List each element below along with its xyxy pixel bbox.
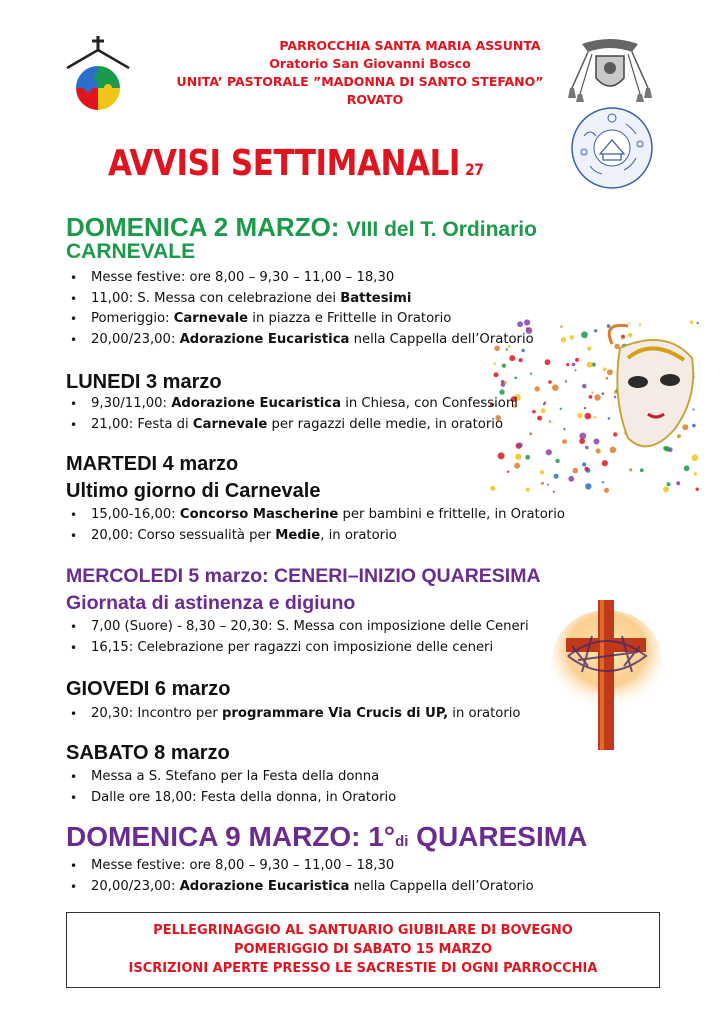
sunday-9-heading-end: QUARESIMA: [408, 821, 588, 852]
pilgrimage-notice-box: [66, 912, 660, 988]
notice-line-2: POMERIGGIO DI SABATO 15 MARZO: [233, 942, 493, 957]
parish-seal-logo: [570, 106, 654, 190]
list-wednesday: [66, 617, 529, 658]
list-sunday-2: [66, 268, 534, 350]
list-sunday-9: [66, 856, 534, 897]
section-heading-tuesday: MARTEDI 4 marzo: [66, 453, 239, 475]
title-text: AVVISI SETTIMANALI: [108, 143, 460, 184]
list-item: • Dalle ore 18,00: Festa della donna, in Oratorio: [66, 788, 396, 809]
header-line-unit: UNITA’ PASTORALE ”MADONNA DI SANTO STEFANO”: [176, 74, 544, 89]
header-line-oratorio: Oratorio San Giovanni Bosco: [269, 56, 471, 71]
page-title: [108, 143, 483, 184]
section-heading-monday: LUNEDI 3 marzo: [66, 371, 222, 393]
list-saturday: [66, 767, 396, 808]
church-puzzle-logo: [64, 34, 132, 114]
notice-line-3: ISCRIZIONI APERTE PRESSO LE SACRESTIE DI OGNI PARROCCHIA: [128, 961, 598, 976]
header-line-parish: PARROCCHIA SANTA MARIA ASSUNTA: [279, 38, 541, 53]
list-item: • 20,00/23,00: Adorazione Eucaristica nella Cappella dell’Oratorio: [66, 330, 534, 351]
bishop-coat-of-arms: [562, 38, 658, 104]
section-heading-thursday: GIOVEDI 6 marzo: [66, 678, 231, 700]
list-item: • Pomeriggio: Carnevale in piazza e Frittelle in Oratorio: [66, 309, 534, 330]
sunday-2-heading: DOMENICA 2 MARZO:: [66, 212, 340, 242]
header-line-city: ROVATO: [346, 92, 404, 107]
list-thursday: [66, 704, 520, 725]
notice-line-1: PELLEGRINAGGIO AL SANTUARIO GIUBILARE DI BOVEGNO: [153, 923, 573, 938]
list-monday: [66, 394, 518, 435]
list-tuesday: [66, 505, 565, 546]
list-item: • 16,15: Celebrazione per ragazzi con imposizione delle ceneri: [66, 638, 529, 659]
section-subheading-tuesday: Ultimo giorno di Carnevale: [66, 480, 321, 502]
list-item: • 15,00-16,00: Concorso Mascherine per bambini e frittelle, in Oratorio: [66, 505, 565, 526]
list-item: • 11,00: S. Messa con celebrazione dei Battesimi: [66, 289, 534, 310]
parish-header: [150, 37, 570, 109]
lent-cross-image: [552, 596, 662, 756]
section-heading-sunday-9: [66, 821, 587, 853]
list-item: • Messe festive: ore 8,00 – 9,30 – 11,00 – 18,30: [66, 268, 534, 289]
list-item: • 9,30/11,00: Adorazione Eucaristica in Chiesa, con Confessioni: [66, 394, 518, 415]
sunday-9-heading-small: di: [395, 833, 409, 850]
list-item: • Messa a S. Stefano per la Festa della donna: [66, 767, 396, 788]
sunday-9-heading: DOMENICA 9 MARZO: 1°: [66, 821, 396, 852]
list-item: • 21,00: Festa di Carnevale per ragazzi delle medie, in oratorio: [66, 415, 518, 436]
issue-number: 27: [465, 160, 484, 179]
list-item: • Messe festive: ore 8,00 – 9,30 – 11,00 – 18,30: [66, 856, 534, 877]
section-heading-wednesday: MERCOLEDI 5 marzo: CENERI–INIZIO QUARESIMA: [66, 565, 541, 587]
list-item: • 20,30: Incontro per programmare Via Crucis di UP, in oratorio: [66, 704, 520, 725]
section-subheading-carnevale: CARNEVALE: [66, 240, 196, 263]
section-heading-sunday-2: [66, 212, 537, 243]
list-item: • 20,00: Corso sessualità per Medie, in oratorio: [66, 526, 565, 547]
list-item: • 7,00 (Suore) - 8,30 – 20,30: S. Messa con imposizione delle Ceneri: [66, 617, 529, 638]
section-heading-saturday: SABATO 8 marzo: [66, 742, 230, 764]
section-subheading-wednesday: Giornata di astinenza e digiuno: [66, 592, 356, 614]
sunday-2-heading-extra: VIII del T. Ordinario: [346, 218, 537, 241]
list-item: • 20,00/23,00: Adorazione Eucaristica nella Cappella dell’Oratorio: [66, 877, 534, 898]
